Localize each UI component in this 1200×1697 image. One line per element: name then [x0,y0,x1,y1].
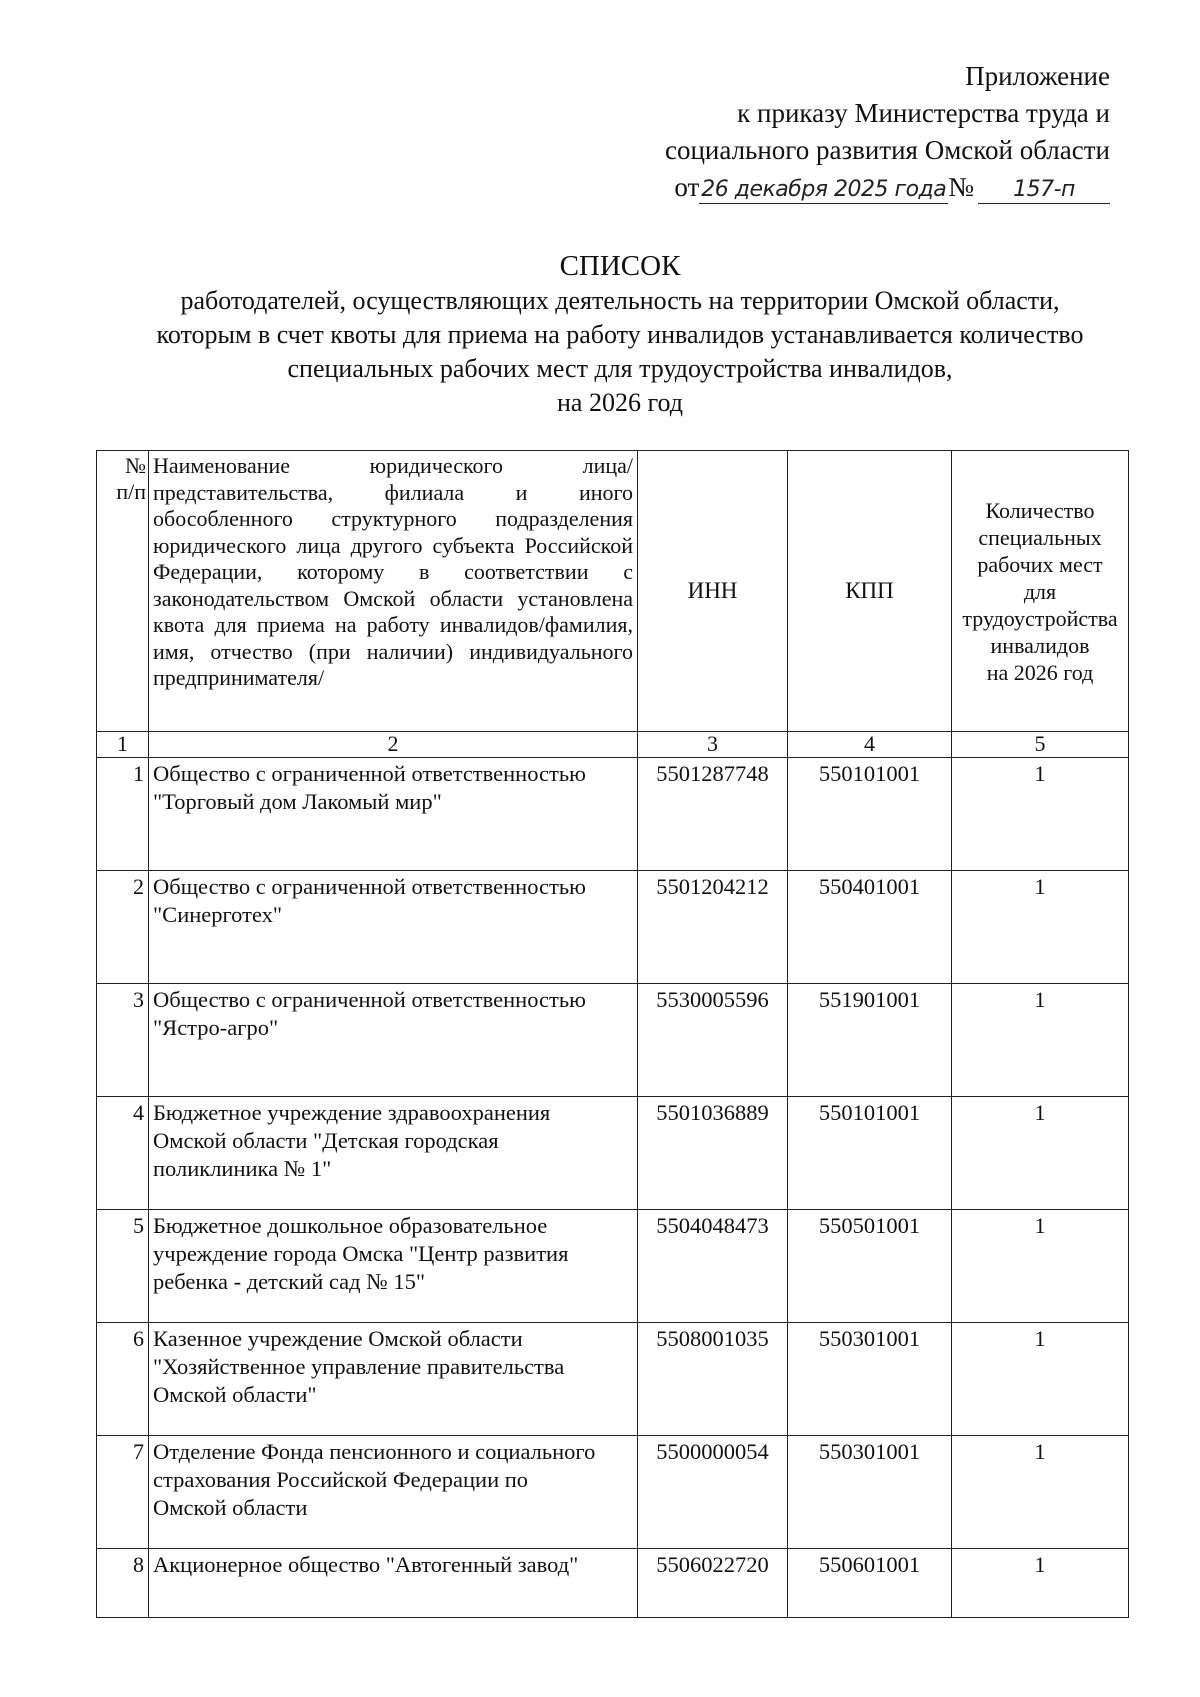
employer-kpp: 550401001 [788,871,952,984]
employer-name-line: Бюджетное учреждение здравоохранения [153,1100,551,1125]
column-number-row [97,732,1129,758]
employer-name-line: Омской области" [153,1382,317,1407]
handwritten-date: 26 декабря 2025 года [701,177,947,202]
employer-inn: 5501204212 [638,871,788,984]
employer-name [149,1097,638,1210]
document-heading [60,248,1180,420]
header-quantity-line-3: рабочих мест [977,551,1103,577]
employer-inn: 5506022720 [638,1549,788,1618]
workplace-quantity: 1 [952,1436,1129,1549]
header-number-line-1: № [125,453,146,478]
column-number: 5 [952,732,1129,758]
row-number: 4 [97,1097,149,1210]
employer-name-line: Бюджетное дошкольное образовательное [153,1213,548,1238]
table-row [97,1436,1129,1549]
table-row [97,871,1129,984]
row-number: 6 [97,1323,149,1436]
workplace-quantity: 1 [952,758,1129,871]
employer-name-line: Общество с ограниченной ответственностью [153,874,586,899]
appendix-line-1: Приложение [965,61,1110,91]
table-header-row [97,451,1129,732]
table-row [97,984,1129,1097]
table-row [97,758,1129,871]
header-quantity [952,451,1129,732]
header-kpp: КПП [788,451,952,732]
column-number: 1 [97,732,149,758]
employer-kpp: 550101001 [788,758,952,871]
heading-line-3: специальных рабочих мест для трудоустройства инвалидов, [287,354,953,383]
header-quantity-line-5: трудоустройства [962,605,1118,631]
employer-inn: 5508001035 [638,1323,788,1436]
employer-name-line: поликлиника № 1" [153,1156,332,1181]
row-number: 5 [97,1210,149,1323]
workplace-quantity: 1 [952,984,1129,1097]
employer-inn: 5501287748 [638,758,788,871]
workplace-quantity: 1 [952,1097,1129,1210]
employer-name [149,1436,638,1549]
workplace-quantity: 1 [952,1549,1129,1618]
employer-name-line: Отделение Фонда пенсионного и социального [153,1439,596,1464]
employer-kpp: 550601001 [788,1549,952,1618]
employer-kpp: 550101001 [788,1097,952,1210]
header-quantity-line-4: для [1023,578,1057,604]
heading-line-2: которым в счет квоты для приема на работу инвалидов устанавливается количество [156,320,1084,349]
row-number: 1 [97,758,149,871]
employer-name [149,758,638,871]
employer-name-line: Общество с ограниченной ответственностью [153,987,586,1012]
employer-name [149,1210,638,1323]
row-number: 3 [97,984,149,1097]
table-row [97,1097,1129,1210]
employer-inn: 5500000054 [638,1436,788,1549]
header-quantity-line-6: инвалидов [990,632,1090,658]
employer-name-line: "Торговый дом Лакомый мир" [153,789,442,814]
header-number [97,451,149,732]
row-number: 2 [97,871,149,984]
number-label: № [948,172,974,202]
employer-name-line: Общество с ограниченной ответственностью [153,761,586,786]
employer-name-line: учреждение города Омска "Центр развития [153,1241,569,1266]
workplace-quantity: 1 [952,1323,1129,1436]
workplace-quantity: 1 [952,1210,1129,1323]
column-number: 4 [788,732,952,758]
appendix-line-2: к приказу Министерства труда и [737,98,1110,128]
header-number-line-2: п/п [116,479,146,504]
employer-inn: 5501036889 [638,1097,788,1210]
employer-kpp: 551901001 [788,984,952,1097]
employer-name [149,1323,638,1436]
employer-name [149,984,638,1097]
document-title: СПИСОК [559,250,681,282]
header-quantity-line-1: Количество [985,497,1095,523]
appendix-block [665,58,1110,206]
table-row [97,1323,1129,1436]
employer-kpp: 550301001 [788,1323,952,1436]
employer-inn: 5530005596 [638,984,788,1097]
employer-name-line: Омской области [153,1495,308,1520]
header-name: Наименование юридического лица/представительства, филиала и иного обособленного структурного подразделения юридического лица другого субъекта Российской Федерации, которому в соответствии с законодательством Омской области установлена квота для приема на работу инвалидов/фамилия, имя, отчество (при наличии) индивидуального предпринимателя/ [149,451,638,732]
employer-name [149,871,638,984]
order-date-number-line [665,169,1110,206]
employer-name-line: Казенное учреждение Омской области [153,1326,523,1351]
table-row [97,1210,1129,1323]
handwritten-order-number: 157-п [978,177,1110,204]
employer-kpp: 550501001 [788,1210,952,1323]
column-number: 2 [149,732,638,758]
employer-inn: 5504048473 [638,1210,788,1323]
heading-line-4: на 2026 год [557,388,683,417]
column-number: 3 [638,732,788,758]
employers-table [96,450,1129,1618]
employer-name [149,1549,638,1618]
workplace-quantity: 1 [952,871,1129,984]
heading-line-1: работодателей, осуществляющих деятельность на территории Омской области, [180,286,1060,315]
row-number: 7 [97,1436,149,1549]
appendix-line-3: социального развития Омской области [664,135,1110,165]
header-quantity-line-7: на 2026 год [986,659,1094,685]
employer-name-line: "Синерготех" [153,902,283,927]
row-number: 8 [97,1549,149,1618]
employer-name-line: Омской области "Детская городская [153,1128,499,1153]
table-row [97,1549,1129,1618]
employer-name-line: Акционерное общество "Автогенный завод" [153,1552,579,1577]
from-label: от [674,172,700,202]
employer-kpp: 550301001 [788,1436,952,1549]
employer-name-line: "Хозяйственное управление правительства [153,1354,565,1379]
header-quantity-line-2: специальных [978,524,1102,550]
employer-name-line: "Ястро-агро" [153,1015,279,1040]
employer-name-line: ребенка - детский сад № 15" [153,1269,425,1294]
header-inn: ИНН [638,451,788,732]
employer-name-line: страхования Российской Федерации по [153,1467,529,1492]
